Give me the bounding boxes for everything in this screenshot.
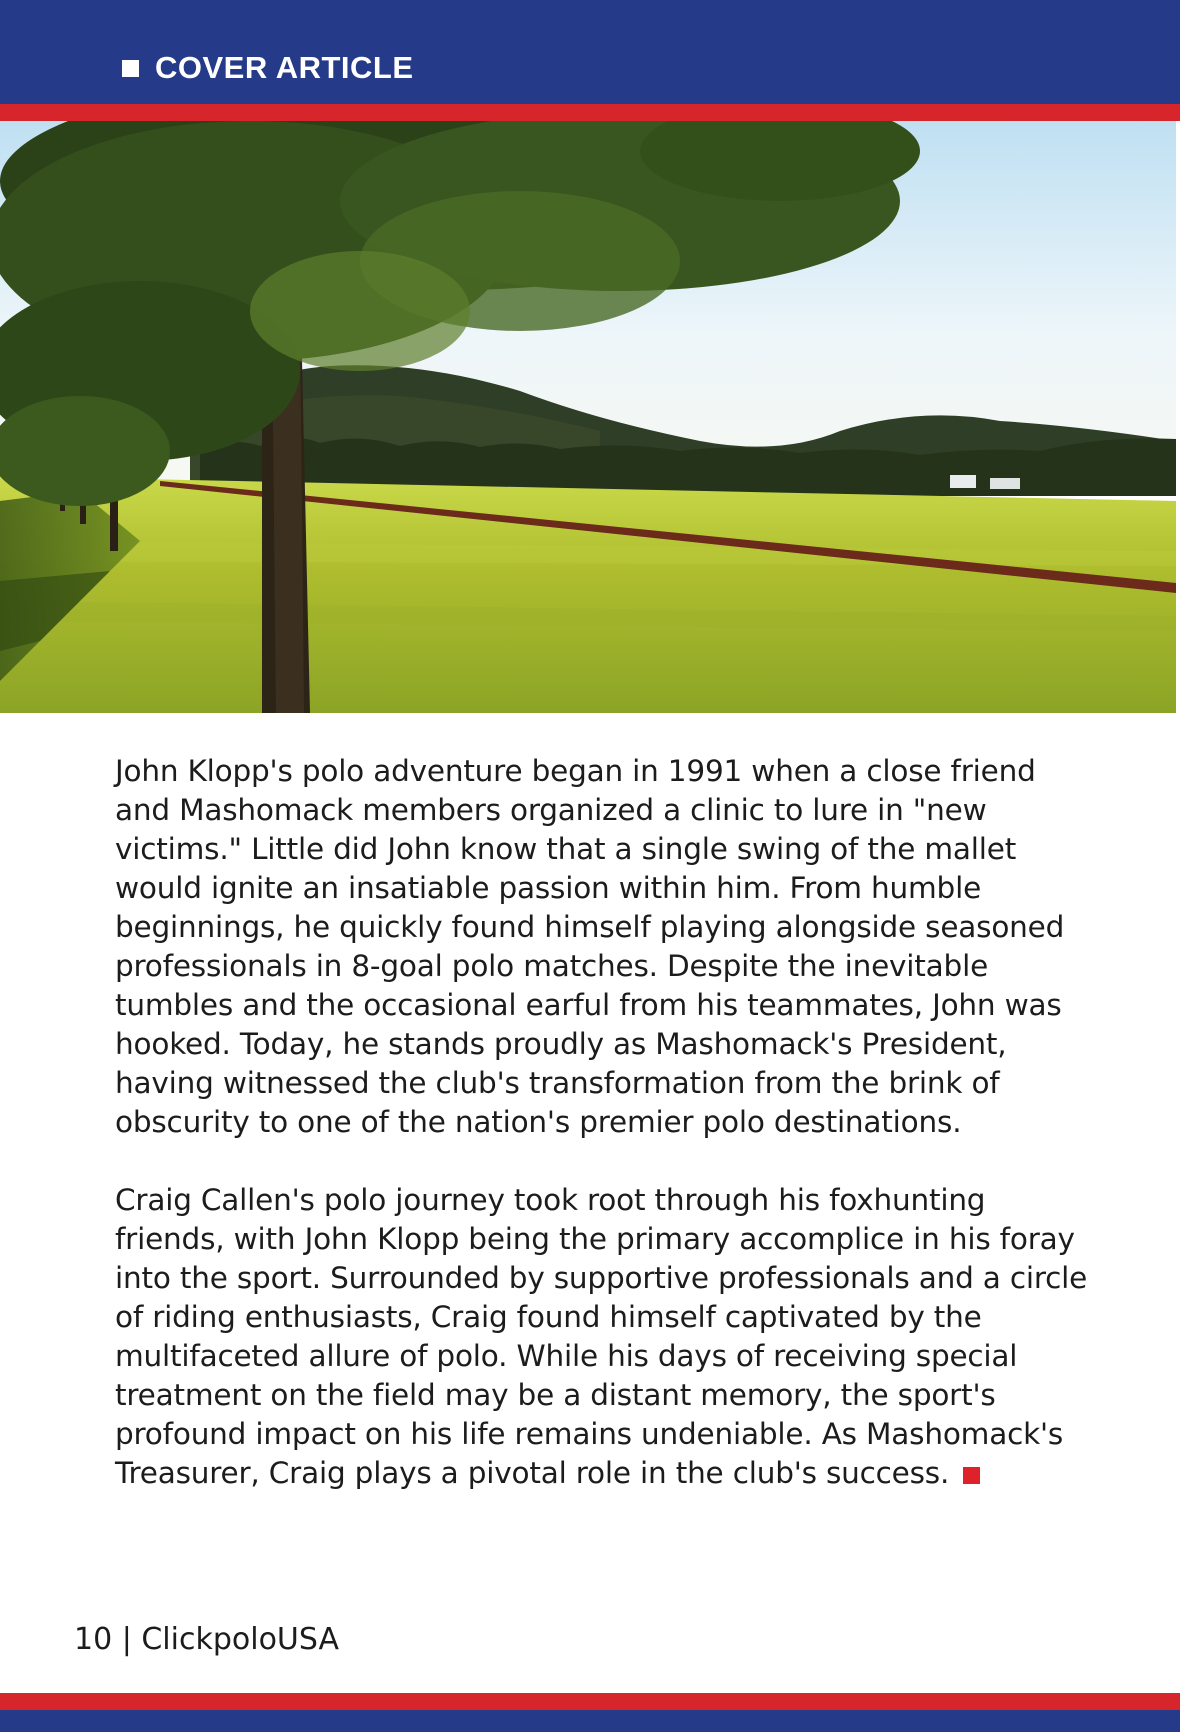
end-mark-icon	[963, 1467, 980, 1484]
section-label-text: COVER ARTICLE	[155, 50, 414, 85]
article-paragraph-2	[115, 1181, 1090, 1493]
footer-red-stripe	[0, 1693, 1180, 1710]
article-body	[115, 752, 1090, 1493]
polo-field-photo	[0, 121, 1176, 713]
footer-blue-band	[0, 1710, 1180, 1732]
article-paragraph-1: John Klopp's polo adventure began in 1991 when a close friend and Mashomack members organized a clinic to lure in "new victims." Little did John know that a single swing of the mallet would ignite an insatiable passion within him. From humble beginnings, he quickly found himself playing alongside seasoned professionals in 8-goal polo matches. Despite the inevitable tumbles and the occasional earful from his teammates, John was hooked. Today, he stands proudly as Mashomack's President, having witnessed the club's transformation from the brink of obscurity to one of the nation's premier polo destinations.	[115, 754, 1065, 1139]
page-footer-label: 10 | ClickpoloUSA	[74, 1622, 340, 1657]
section-label	[122, 50, 414, 86]
square-bullet-icon	[122, 60, 139, 77]
article-paragraph-2-text: Craig Callen's polo journey took root through his foxhunting friends, with John Klopp being the primary accomplice in his foray into the sport. Surrounded by supportive professionals and a circle of riding enthusiasts, Craig found himself captivated by the multifaceted allure of polo. While his days of receiving special treatment on the field may be a distant memory, the sport's profound impact on his life remains undeniable. As Mashomack's Treasurer, Craig plays a pivotal role in the club's success.	[115, 1183, 1088, 1490]
header-red-stripe	[0, 104, 1180, 121]
